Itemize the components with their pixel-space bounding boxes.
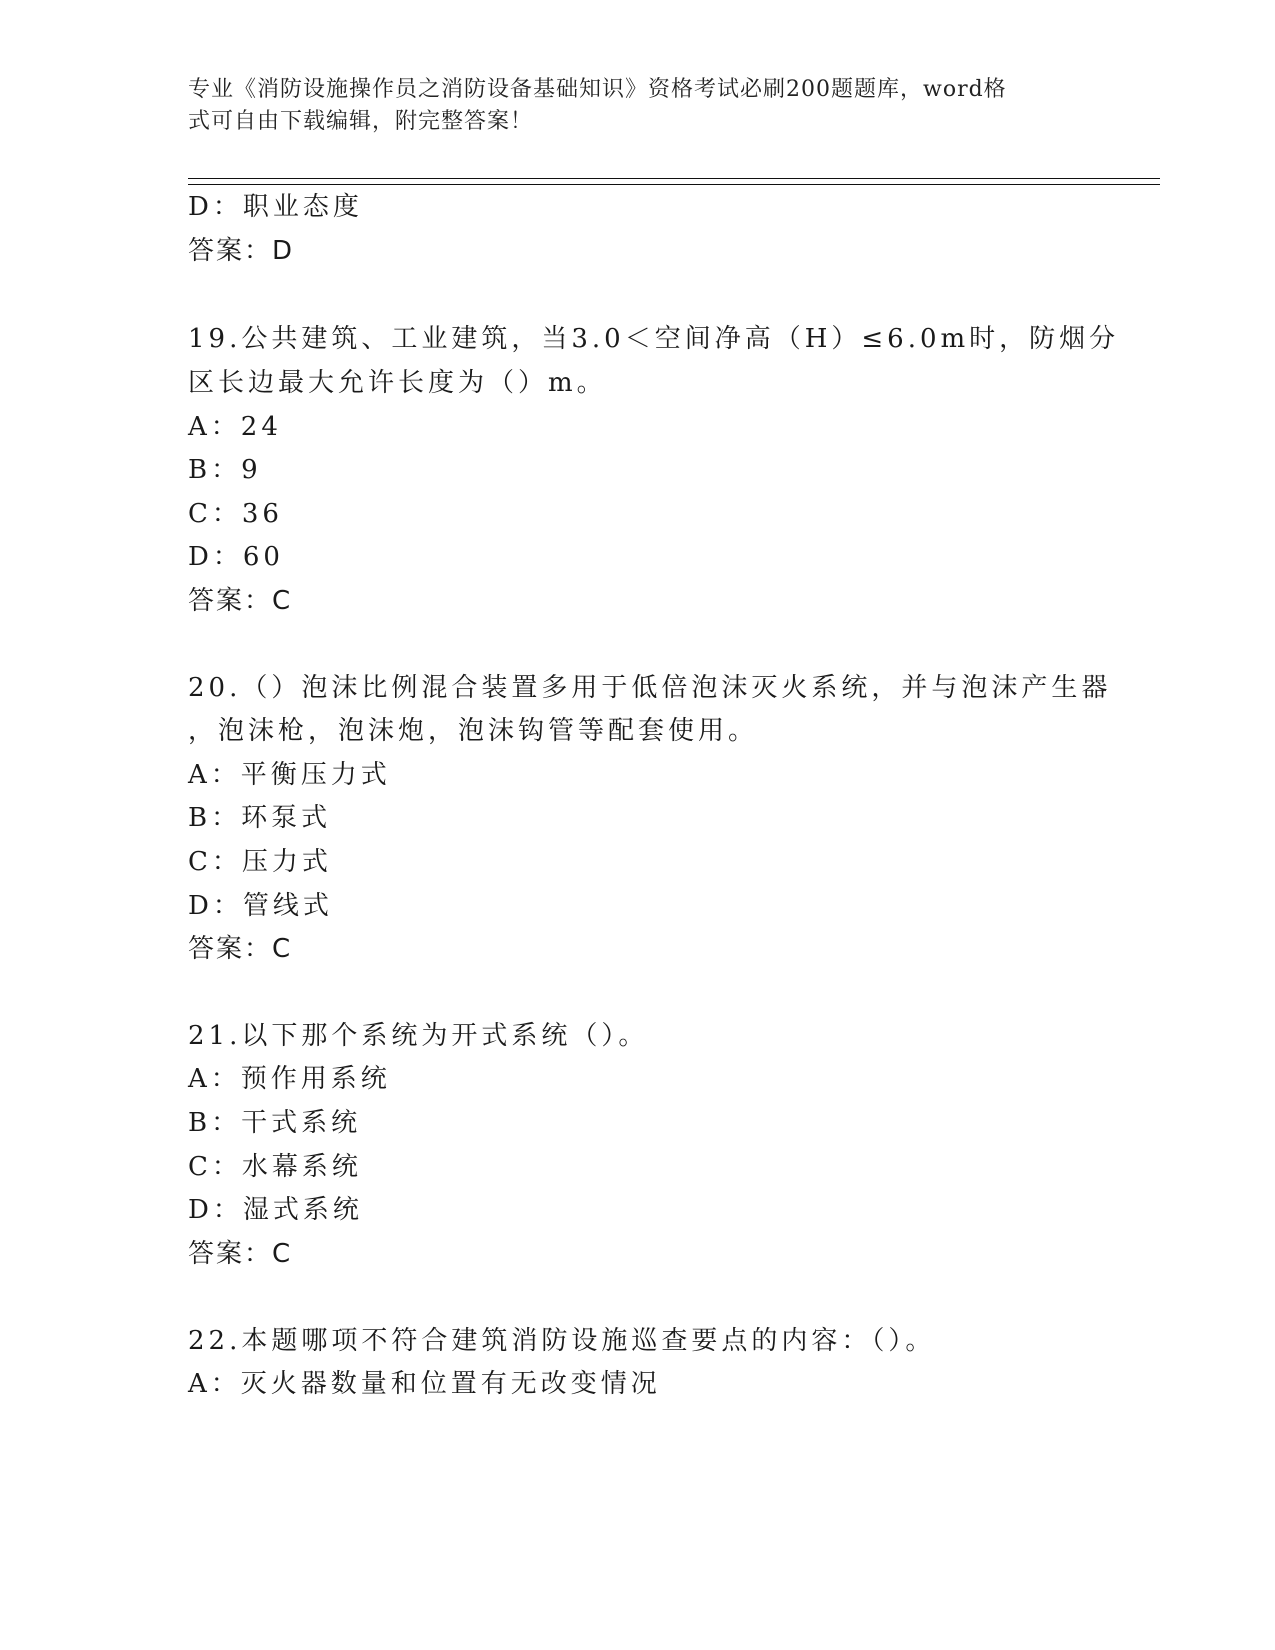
q22-stem-line-1: 22.本题哪项不符合建筑消防设施巡查要点的内容：（）。 [188,1326,936,1356]
q20-option-d: D：管线式 [188,891,333,921]
q20-stem-line-1: 20.（）泡沫比例混合装置多用于低倍泡沫灭火系统，并与泡沫产生器 [188,673,1112,703]
q21-stem-line-1: 21.以下那个系统为开式系统（）。 [188,1021,649,1051]
header-rule-top [188,178,1160,179]
q22-option-a: A：灭火器数量和位置有无改变情况 [188,1369,661,1399]
q20-answer: 答案：C [188,934,293,964]
q19-stem-line-1: 19.公共建筑、工业建筑，当3.0＜空间净高（H）≤6.0m时，防烟分 [188,324,1120,354]
q20-option-a: A：平衡压力式 [188,760,391,790]
q20-option-b: B：环泵式 [188,803,332,833]
q20-stem-line-2: ，泡沫枪，泡沫炮，泡沫钩管等配套使用。 [188,716,759,746]
q21-option-c: C：水幕系统 [188,1152,362,1182]
document-header [188,74,1068,138]
header-line-2: 式可自由下载编辑，附完整答案！ [188,109,534,134]
q19-option-c: C：36 [188,499,283,529]
q19-option-b: B：9 [188,455,262,485]
prev-answer: 答案：D [188,236,295,266]
prev-option-d: D：职业态度 [188,192,363,222]
q19-answer: 答案：C [188,586,293,616]
header-line-1: 专业《消防设施操作员之消防设备基础知识》资格考试必刷200题题库，word格 [188,77,1007,102]
q21-option-d: D：湿式系统 [188,1195,363,1225]
q20-option-c: C：压力式 [188,847,332,877]
header-rule-bottom [188,184,1160,185]
q19-stem-line-2: 区长边最大允许长度为（）m。 [188,368,607,398]
q21-answer: 答案：C [188,1239,293,1269]
q19-option-a: A：24 [188,412,282,442]
q19-option-d: D：60 [188,542,284,572]
q21-option-b: B：干式系统 [188,1108,362,1138]
q21-option-a: A：预作用系统 [188,1064,391,1094]
